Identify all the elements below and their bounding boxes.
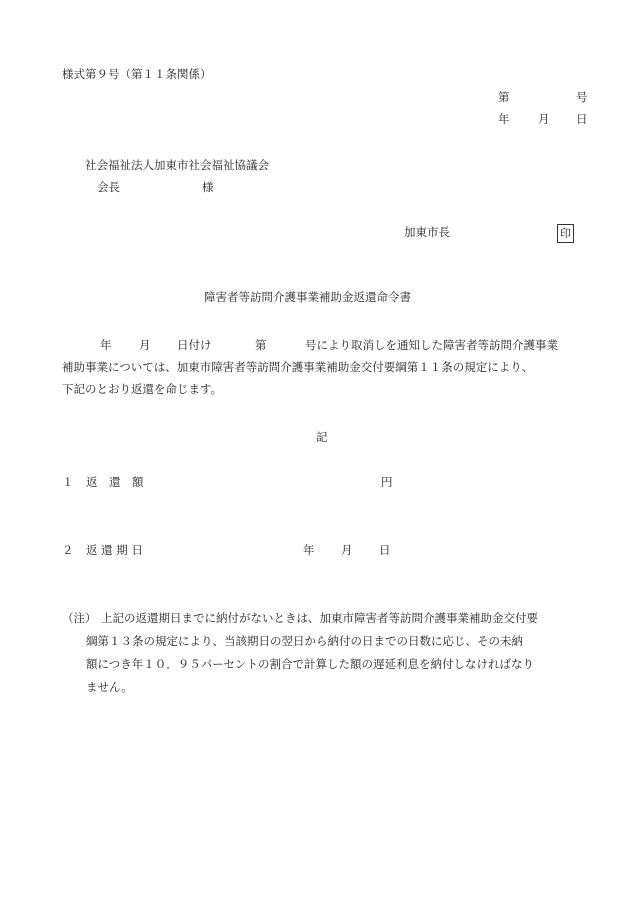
seal-mark: 印 [557, 224, 574, 243]
date-month: 月 [538, 112, 550, 126]
note-line1: 上記の返還期日までに納付がないときは、加東市障害者等訪問介護事業補助金交付要 [101, 611, 538, 625]
date-year: 年 [498, 112, 510, 126]
body-line2: 補助事業については、加東市障害者等訪問介護事業補助金交付要綱第１１条の規定により、 [62, 360, 534, 374]
body-dai: 第 [255, 338, 267, 352]
item1-number: １ [62, 475, 74, 489]
item1-label: 返 還 額 [86, 475, 144, 489]
doc-number-dai: 第 [498, 90, 510, 104]
item2-number: ２ [62, 543, 74, 557]
body-line1-rest: 号により取消しを通知した障害者等訪問介護事業 [305, 338, 558, 352]
body-year: 年 [100, 338, 112, 352]
note-line3: 額につき年１０．９５パーセントの割合で計算した額の遅延利息を納付しなければなり [86, 657, 535, 671]
body-month: 月 [139, 338, 151, 352]
item2-month: 月 [341, 543, 353, 557]
document-title: 障害者等訪問介護事業補助金返還命令書 [204, 290, 411, 304]
item2-day: 日 [379, 543, 391, 557]
note-line2: 綱第１３条の規定により、当該期日の翌日から納付の日までの日数に応じ、その未納 [86, 634, 523, 648]
body-dated: 日付け [177, 338, 212, 352]
doc-number-go: 号 [576, 90, 588, 104]
recipient-org: 社会福祉法人加東市社会福祉協議会 [85, 158, 269, 172]
sender-name: 加東市長 [404, 225, 450, 239]
ki-label: 記 [316, 430, 328, 444]
item2-year: 年 [303, 543, 315, 557]
item2-label: 返 還 期 日 [86, 543, 143, 557]
body-line3: 下記のとおり返還を命じます。 [62, 382, 223, 396]
note-prefix: （注） [62, 611, 97, 625]
item1-unit: 円 [381, 475, 393, 489]
date-day: 日 [576, 112, 588, 126]
recipient-title: 会長 [97, 180, 120, 194]
note-line4: ません。 [86, 680, 133, 694]
form-label: 様式第９号（第１１条関係） [62, 67, 212, 81]
recipient-honorific: 様 [202, 180, 214, 194]
